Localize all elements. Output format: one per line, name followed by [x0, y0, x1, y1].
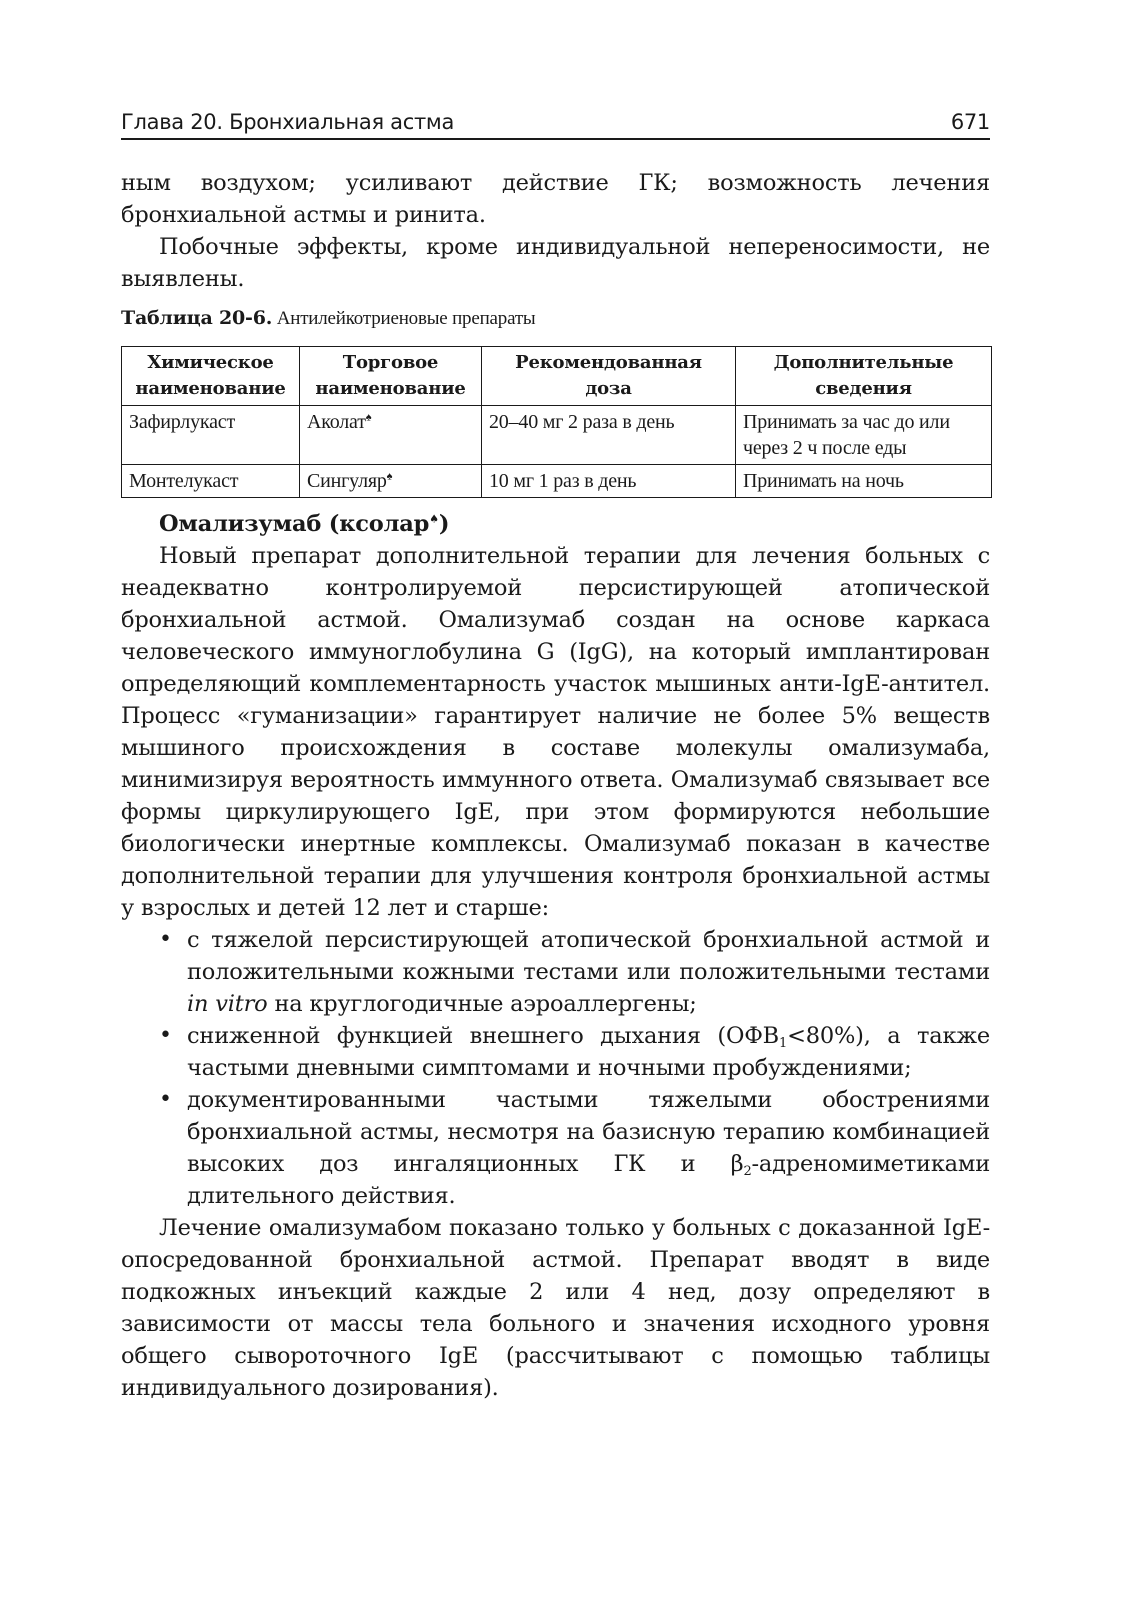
cell-trade-name: [300, 465, 482, 498]
header-chemical-name: Химическое наименование: [122, 347, 300, 406]
chapter-title: Глава 20. Бронхиальная астма: [121, 110, 455, 134]
bullet1-text: с тяжелой персистирующей атопической бронхиальной астмой и положительными кожными тестами или положительными тестами: [187, 927, 990, 985]
bullet2-text: сниженной функцией внешнего дыхания (ОФВ: [187, 1023, 779, 1049]
section-title-close: ): [438, 511, 450, 537]
antileukotriene-table: [121, 346, 992, 498]
page-number: 671: [950, 110, 990, 134]
list-item: [187, 1084, 990, 1212]
registered-mark: ♠: [365, 411, 372, 424]
cell-chemical-name: Монтелукаст: [122, 465, 300, 498]
bullet1-italic: in vitro: [187, 991, 268, 1017]
list-item: [187, 924, 990, 1020]
cell-additional-info: Принимать на ночь: [736, 465, 992, 498]
header-additional-info: Дополнительные сведения: [736, 347, 992, 406]
bullet3-text: документированными частыми тяжелыми обострениями бронхиальной астмы, несмотря на базисную терапию комбинацией высоких доз ингаляционных ГК и β: [187, 1087, 990, 1177]
bullet3-text-end: -адреномиметиками длительного действия.: [187, 1151, 990, 1209]
bullet1-text-end: на круглогодичные аэроаллергены;: [267, 991, 697, 1017]
cell-additional-info: Принимать за час до или через 2 ч после еды: [736, 406, 992, 465]
paragraph-omalizumab-description: Новый препарат дополнительной терапии для лечения больных с неадекватно контролируемой персистирующей атопической бронхиальной астмой. Омализумаб создан на основе каркаса человеческого иммуноглобулина G (IgG), на который имплантирован определяющий комплементарность участок мышиных анти-IgE-антител. Процесс «гуманизации» гарантирует наличие не более 5% веществ мышиного происхождения в составе молекулы омализумаба, минимизируя вероятность иммунного ответа. Омализумаб связывает все формы циркулирующего IgE, при этом формируются небольшие биологически инертные комплексы. Омализумаб показан в качестве дополнительной терапии для улучшения контроля бронхиальной астмы у взрослых и детей 12 лет и старше:: [121, 543, 990, 921]
running-header: [121, 110, 990, 140]
header-trade-name: Торговое наименование: [300, 347, 482, 406]
paragraph-continuation: ным воздухом; усиливают действие ГК; возможность лечения бронхиальной астмы и ринита.: [121, 170, 990, 228]
table-row: [122, 465, 992, 498]
paragraph-side-effects: Побочные эффекты, кроме индивидуальной непереносимости, не выявлены.: [121, 234, 990, 292]
cell-dose: 10 мг 1 раз в день: [482, 465, 736, 498]
table-caption-label: Таблица 20-6.: [121, 307, 273, 329]
registered-mark: ♠: [429, 512, 439, 526]
table-caption: [121, 305, 990, 332]
trade-name-text: Аколат: [307, 411, 366, 433]
section-title-text: Омализумаб (ксолар: [159, 511, 430, 537]
list-item: [187, 1020, 990, 1084]
bullet3-subscript: 2: [743, 1164, 752, 1179]
cell-dose: 20–40 мг 2 раза в день: [482, 406, 736, 465]
section-title: [159, 508, 990, 540]
cell-trade-name: [300, 406, 482, 465]
bullet2-subscript: 1: [779, 1036, 788, 1051]
paragraph-treatment: Лечение омализумабом показано только у больных с доказанной IgE-опосредованной бронхиальной астмой. Препарат вводят в виде подкожных инъекций каждые 2 или 4 нед, дозу определяют в зависимости от массы тела больного и значения исходного уровня общего сывороточного IgE (рассчитывают с помощью таблицы индивидуального дозирования).: [121, 1215, 990, 1401]
trade-name-text: Сингуляр: [307, 470, 387, 492]
table-row: [122, 406, 992, 465]
cell-chemical-name: Зафирлукаст: [122, 406, 300, 465]
table-caption-text: Антилейкотриеновые препараты: [276, 308, 536, 329]
bullet2-text-end: <80%), а также частыми дневными симптомами и ночными пробуждениями;: [187, 1023, 990, 1081]
indication-list: [121, 924, 990, 1212]
page-body: [121, 167, 990, 1404]
header-recommended-dose: Рекомендованная доза: [482, 347, 736, 406]
table-header-row: [122, 347, 992, 406]
registered-mark: ♠: [386, 470, 393, 483]
